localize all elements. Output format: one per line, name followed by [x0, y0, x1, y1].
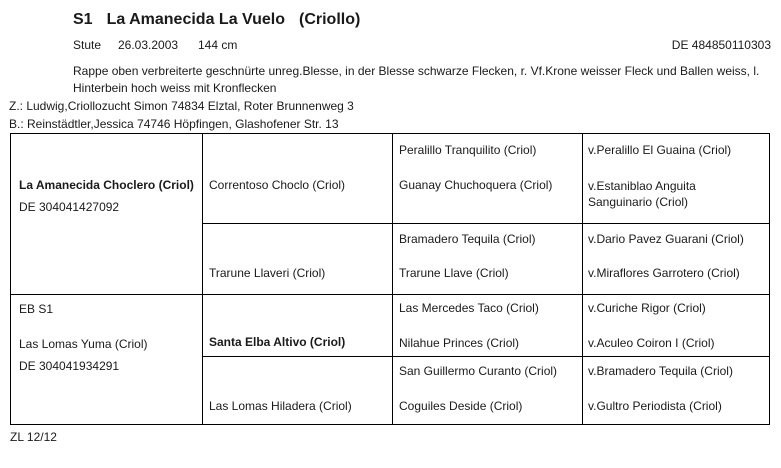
gen4-entry: v.Aculeo Coiron I (Criol) — [588, 336, 715, 350]
sire-id: DE 304041427092 — [19, 200, 120, 214]
gen3-entry: Trarune Llave (Criol) — [399, 266, 509, 280]
horse-description: Rappe oben verbreiterte geschnürte unreg.Blesse, in der Blesse schwarze Flecken, r. Vf.Krone weisser Fleck und Ballen weiss, l. Hinterbein hoch weiss mit Kronflecken — [73, 64, 760, 95]
horse-name: La Amanecida La Vuelo — [106, 11, 285, 28]
horse-title — [73, 11, 360, 29]
gen3-entry: Peralillo Tranquilito (Criol) — [399, 143, 537, 157]
gen4-entry: v.Gultro Periodista (Criol) — [588, 399, 722, 413]
sire-name: La Amanecida Choclero (Criol) — [19, 178, 194, 192]
gen3-entry: Nilahue Princes (Criol) — [399, 336, 520, 350]
horse-height: 144 cm — [198, 38, 238, 52]
horse-sex: Stute — [73, 38, 102, 52]
dam-id: DE 304041934291 — [19, 359, 120, 373]
dam-dam: Las Lomas Hiladera (Criol) — [209, 399, 352, 413]
owner-line: B.: Reinstädtler,Jessica 74746 Höpfingen, Glashofener Str. 13 — [9, 117, 339, 131]
sire-dam: Trarune Llaveri (Criol) — [209, 266, 326, 280]
gen4-entry: v.Bramadero Tequila (Criol) — [588, 364, 733, 378]
gen4-entry: v.Estaniblao Anguita Sanguinario (Criol) — [588, 179, 696, 209]
gen3-entry: San Guillermo Curanto (Criol) — [399, 364, 558, 378]
horse-id-number: DE 484850110303 — [671, 38, 771, 52]
gen3-entry: Bramadero Tequila (Criol) — [399, 232, 536, 246]
gen4-entry: v.Curiche Rigor (Criol) — [588, 301, 706, 315]
breeder-line: Z.: Ludwig,Criollozucht Simon 74834 Elztal, Roter Brunnenweg 3 — [9, 99, 354, 113]
dam-name: Las Lomas Yuma (Criol) — [19, 337, 148, 351]
gen3-entry: Coguiles Deside (Criol) — [399, 399, 523, 413]
gen3-entry: Las Mercedes Taco (Criol) — [399, 301, 539, 315]
dam-prefix: EB S1 — [19, 302, 54, 316]
sire-sire: Correntoso Choclo (Criol) — [209, 178, 346, 192]
gen4-entry: v.Miraflores Garrotero (Criol) — [588, 266, 740, 280]
gen4-entry: v.Peralillo El Guaina (Criol) — [588, 143, 732, 157]
gen4-entry: v.Dario Pavez Guarani (Criol) — [588, 232, 744, 246]
footer-note: ZL 12/12 — [10, 430, 57, 444]
horse-birth-date: 26.03.2003 — [118, 38, 179, 52]
gen3-entry: Guanay Chuchoquera (Criol) — [399, 178, 553, 192]
horse-breed: (Criollo) — [299, 11, 361, 28]
title-prefix: S1 — [73, 11, 93, 28]
dam-sire: Santa Elba Altivo (Criol) — [209, 335, 346, 349]
pedigree-table — [10, 133, 770, 425]
